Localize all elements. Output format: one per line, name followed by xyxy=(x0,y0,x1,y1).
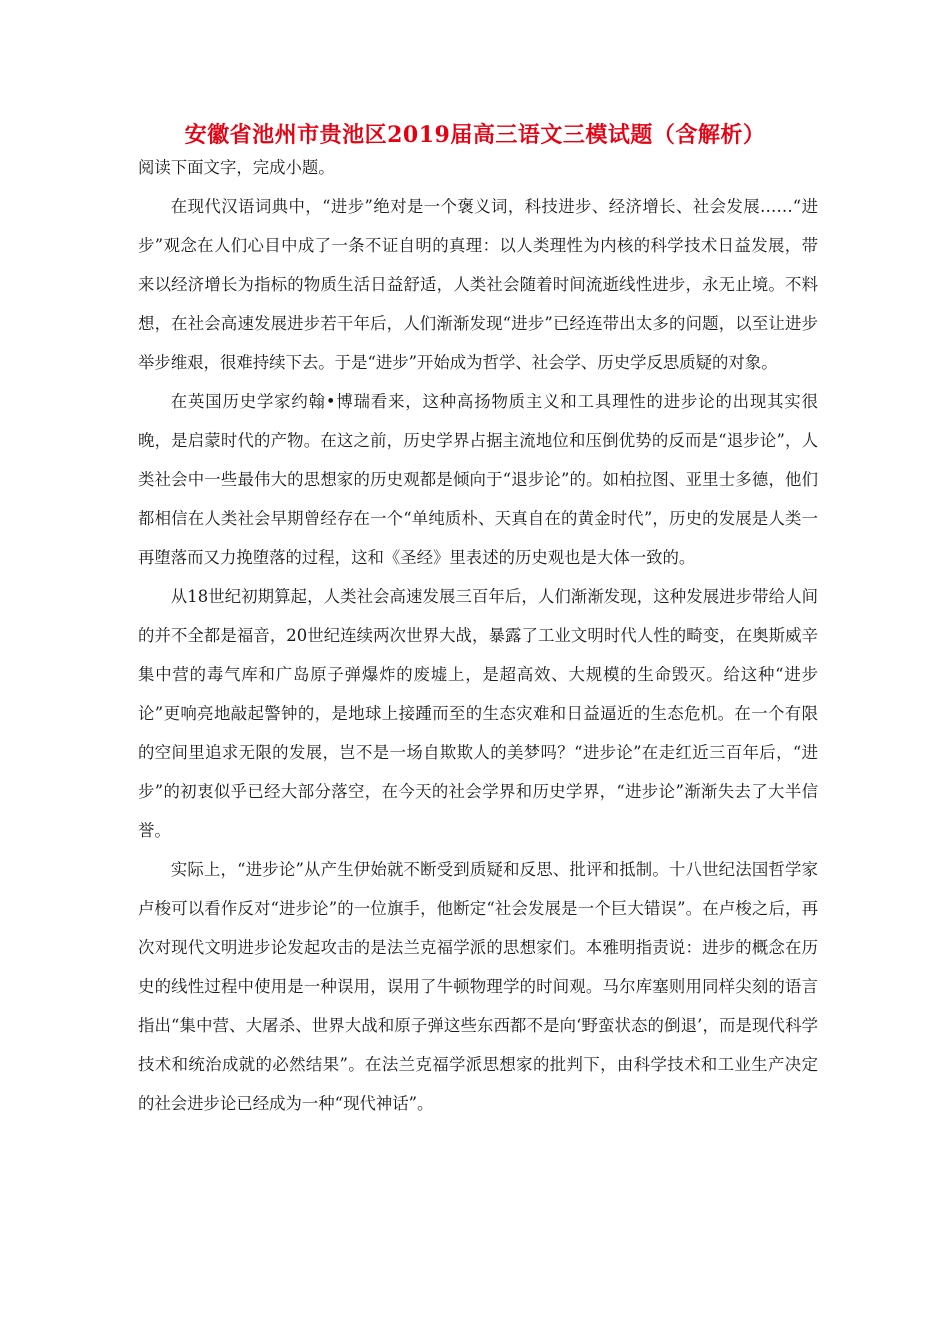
instruction-text: 阅读下面文字，完成小题。 xyxy=(138,158,335,177)
document-title: 安徽省池州市贵池区2019届高三语文三模试题（含解析） xyxy=(184,122,766,148)
paragraph-2: 在英国历史学家约翰•博瑞看来，这种高扬物质主义和工具理性的进步论的出现其实很晚，是启蒙时代的产物。在这之前，历史学界占据主流地位和压倒优势的反而是“退步论”，人类社会中一些最伟大的思想家的历史观都是倾向于“退步论”的。如柏拉图、亚里士多德，他们都相信在人类社会早期曾经存在一个“单纯质朴、天真自在的黄金时代”，历史的发展是人类一再堕落而又力挽堕落的过程，这和《圣经》里表述的历史观也是大体一致的。 xyxy=(138,392,818,567)
paragraph-1: 在现代汉语词典中，“进步”绝对是一个褒义词，科技进步、经济增长、社会发展……“进步”观念在人们心目中成了一条不证自明的真理：以人类理性为内核的科学技术日益发展，带来以经济增长为指标的物质生活日益舒适，人类社会随着时间流逝线性进步，永无止境。不料想，在社会高速发展进步若干年后，人们渐渐发现“进步”已经连带出太多的问题，以至让进步举步维艰，很难持续下去。于是“进步”开始成为哲学、社会学、历史学反思质疑的对象。 xyxy=(138,197,818,372)
document-body xyxy=(138,148,818,1123)
paragraph-3: 从18世纪初期算起，人类社会高速发展三百年后，人们渐渐发现，这种发展进步带给人间的并不全都是福音，20世纪连续两次世界大战，暴露了工业文明时代人性的畸变，在奥斯威辛集中营的毒气库和广岛原子弹爆炸的废墟上，是超高效、大规模的生命毁灭。给这种“进步论”更响亮地敲起警钟的，是地球上接踵而至的生态灾难和日益逼近的生态危机。在一个有限的空间里追求无限的发展，岂不是一场自欺欺人的美梦吗？“进步论”在走红近三百年后，“进步”的初衷似乎已经大部分落空，在今天的社会学界和历史学界，“进步论”渐渐失去了大半信誉。 xyxy=(138,587,818,840)
paragraph-4: 实际上，“进步论”从产生伊始就不断受到质疑和反思、批评和抵制。十八世纪法国哲学家卢梭可以看作反对“进步论”的一位旗手，他断定“社会发展是一个巨大错误”。在卢梭之后，再次对现代文明进步论发起攻击的是法兰克福学派的思想家们。本雅明指责说：进步的概念在历史的线性过程中使用是一种误用，误用了牛顿物理学的时间观。马尔库塞则用同样尖刻的语言指出“集中营、大屠杀、世界大战和原子弹这些东西都不是向‘野蛮状态的倒退’，而是现代科学技术和统治成就的必然结果”。在法兰克福学派思想家的批判下，由科学技术和工业生产决定的社会进步论已经成为一种“现代神话”。 xyxy=(138,860,818,1113)
